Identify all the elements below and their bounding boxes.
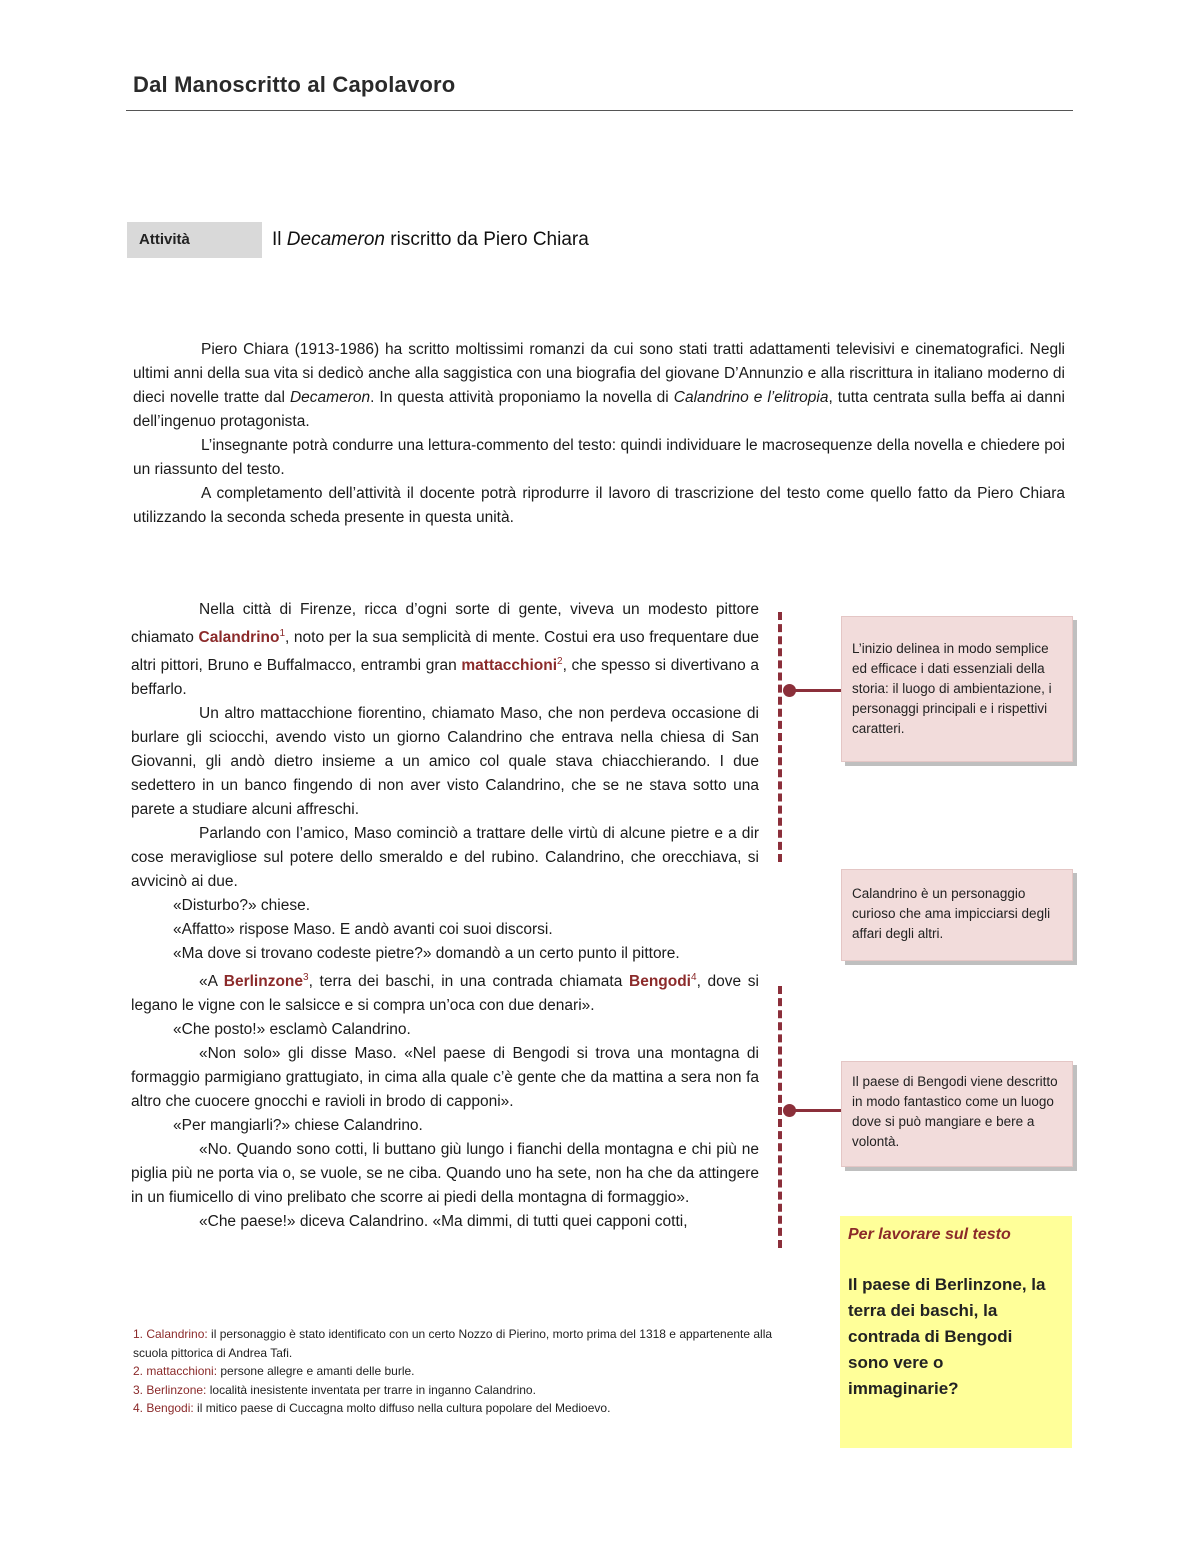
margin-note: L’inizio delinea in modo semplice ed efficace i dati essenziali della storia: il luogo di ambientazione, i personaggi principali e i rispettivi caratteri. [841,616,1073,762]
footnote-ref: 3 [303,972,309,984]
footnote-ref: 2 [557,656,563,668]
intro-text [133,338,1065,530]
footnote-text: persone allegre e amanti delle burle. [217,1364,415,1378]
footnote-term: 2. mattacchioni: [133,1364,218,1378]
story-paragraph: Parlando con l’amico, Maso cominciò a trattare delle virtù di alcune pietre e a dir cose meravigliose sul potere dello smeraldo e del rubino. Calandrino, che orecchiava, si avvicinò ai due. [131,825,759,891]
footnote-text: località inesistente inventata per trarre in inganno Calandrino. [206,1382,536,1397]
story-text-span: Nella città di Firenze, ricca d’ogni sorte di gente, viveva un modesto pittore chiamato [131,601,759,647]
activity-title-pre: Il [272,229,287,250]
intro-text-span: , tutta centrata sulla beffa ai danni dell’ingenuo protagonista. [133,389,1065,430]
exercise-title: Per lavorare sul testo [848,1226,1011,1243]
intro-text-span: . In questa attività proponiamo la novella di [370,389,674,406]
story-dialogue: «Per mangiarli?» chiese Calandrino. [173,1117,423,1135]
story-paragraph: «Che paese!» diceva Calandrino. «Ma dimmi, di tutti quei capponi cotti, [199,1213,688,1231]
footnote-term: 4. Bengodi: [133,1401,194,1415]
intro-paragraph [133,338,1065,434]
keyword-berlinzone: Berlinzone [223,973,304,991]
story-paragraph [131,598,759,702]
margin-note: Il paese di Bengodi viene descritto in modo fantastico come un luogo dove si può mangiare e bere a volontà. [841,1061,1073,1167]
story-dialogue: «Disturbo?» chiese. [173,897,310,915]
footnote-term: 3. Berlinzone: [133,1382,207,1397]
footnote-ref: 4 [691,972,697,984]
exercise-box [840,1216,1072,1448]
intro-paragraph: A completamento dell’attività il docente potrà riprodurre il lavoro di trascrizione del testo come quello fatto da Piero Chiara utilizzando la seconda scheda presente in questa unità. [133,485,1065,526]
story-text [131,598,759,1234]
section-bracket [778,986,782,1248]
story-text-span: , noto per la sua semplicità di mente. Costui era uso frequentare due altri pittori, Bruno e Buffalmacco, entrambi gran [131,629,759,675]
activity-title-post: riscritto da Piero Chiara [385,229,589,250]
story-paragraph: Un altro mattacchione fiorentino, chiamato Maso, che non perdeva occasione di burlare gli sciocchi, avendo visto un giorno Calandrino che entrava nella chiesa di San Giovanni, gli andò dietro insieme a un amico col quale stava chiacchierando. I due sedettero in un banco fingendo di non aver visto Calandrino, che se ne stava sotto una parete a studiare alcuni affreschi. [131,705,759,819]
activity-label: Attività [127,222,262,258]
section-bracket [778,612,782,862]
footnote-item [133,1325,773,1362]
keyword-calandrino: Calandrino [198,629,280,647]
footnote-term: 1. Calandrino: [133,1327,208,1341]
footnote-text: il mitico paese di Cuccagna molto diffuso nella cultura popolare del Medioevo. [193,1401,611,1415]
margin-note: Calandrino è un personaggio curioso che ama impicciarsi degli affari degli altri. [841,869,1073,961]
exercise-question: Il paese di Berlinzone, la terra dei baschi, la contrada di Bengodi sono vere o immaginarie? [848,1275,1046,1398]
story-dialogue: «Ma dove si trovano codeste pietre?» domandò a un certo punto il pittore. [173,945,680,963]
story-text-span: , dove si legano le vigne con le salsicce e si compra un’oca con due denari». [131,973,759,1015]
intro-italic: Calandrino e l’elitropia [673,389,829,406]
footnote-ref: 1 [279,628,286,639]
story-paragraph [131,966,759,1018]
header-divider [126,110,1073,111]
footnote-item [133,1381,773,1400]
footnote-item [133,1399,773,1418]
footnote-item [133,1362,773,1381]
keyword-mattacchioni: mattacchioni [461,657,557,675]
activity-title [272,229,589,251]
intro-paragraph: L’insegnante potrà condurre una lettura-commento del testo: quindi individuare le macrosequenze della novella e chiedere poi un riassunto del testo. [133,437,1065,478]
story-text-span: , terra dei baschi, in una contrada chiamata [308,973,629,991]
story-paragraph: «No. Quando sono cotti, li buttano giù lungo i fianchi della montagna e chi più ne piglia più ne porta via o, se vuole, se ne ciba. Quando uno ha sete, non ha che da attingere in un fiumicello di vino prelibato che scorre ai piedi della montagna di formaggio». [131,1141,759,1207]
story-text-span: , che spesso si divertivano a beffarlo. [131,657,760,699]
activity-title-italic: Decameron [286,229,385,250]
story-dialogue: «Che posto!» esclamò Calandrino. [173,1021,411,1039]
bracket-connector [790,1109,842,1112]
story-paragraph: «Non solo» gli disse Maso. «Nel paese di Bengodi si trova una montagna di formaggio parmigiano grattugiato, in cima alla quale c’è gente che da mattina a sera non fa altro che cuocere gnocchi e ravioli in brodo di capponi». [131,1045,759,1111]
story-text-span: «A [199,973,224,991]
intro-italic: Decameron [289,389,371,406]
keyword-bengodi: Bengodi [629,973,691,991]
footnotes [133,1325,773,1418]
intro-text-span: Piero Chiara (1913-1986) ha scritto moltissimi romanzi da cui sono stati tratti adattamenti televisivi e cinematografici. Negli ultimi anni della sua vita si dedicò anche alla saggistica con una biografia del giovane D’Annunzio e alla riscrittura in italiano moderno di dieci novelle tratte dal [133,341,1065,406]
footnote-text: il personaggio è stato identificato con un certo Nozzo di Pierino, morto prima del 1318 e appartenente alla scuola pittorica di Andrea Tafi. [133,1327,773,1360]
header-title: Dal Manoscritto al Capolavoro [133,72,456,97]
story-dialogue: «Affatto» rispose Maso. E andò avanti coi suoi discorsi. [173,921,553,939]
bracket-connector [790,689,842,692]
